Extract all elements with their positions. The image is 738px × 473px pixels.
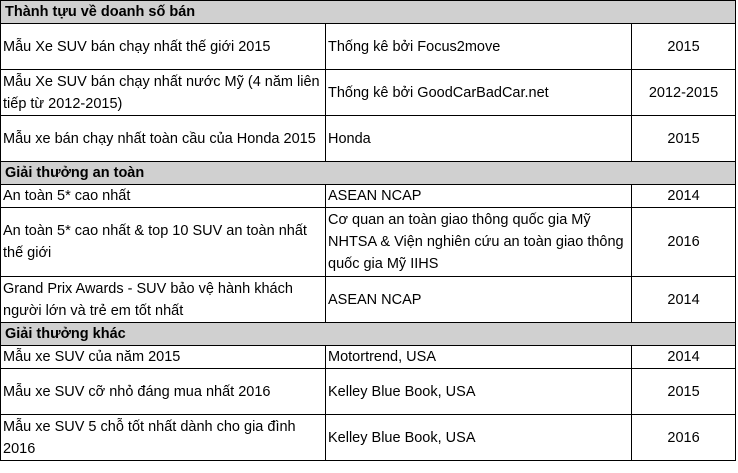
year-cell: 2015 (632, 24, 736, 70)
award-cell: Mẫu xe SUV của năm 2015 (1, 346, 326, 369)
table-row (1, 415, 736, 461)
source-cell: Kelley Blue Book, USA (326, 415, 632, 461)
section-title: Giải thưởng khác (1, 323, 736, 346)
year-cell: 2016 (632, 415, 736, 461)
year-cell: 2015 (632, 369, 736, 415)
section-header-sales (1, 1, 736, 24)
section-title: Giải thưởng an toàn (1, 162, 736, 185)
award-cell: Grand Prix Awards - SUV bảo vệ hành khách người lớn và trẻ em tốt nhất (1, 277, 326, 323)
award-cell: An toàn 5* cao nhất (1, 185, 326, 208)
source-cell: Thống kê bởi Focus2move (326, 24, 632, 70)
source-cell: Cơ quan an toàn giao thông quốc gia Mỹ NHTSA & Viện nghiên cứu an toàn giao thông quốc gia Mỹ IIHS (326, 208, 632, 277)
award-cell: An toàn 5* cao nhất & top 10 SUV an toàn nhất thế giới (1, 208, 326, 277)
table-row (1, 277, 736, 323)
table-row (1, 369, 736, 415)
source-cell: ASEAN NCAP (326, 185, 632, 208)
table-row (1, 24, 736, 70)
source-cell: Motortrend, USA (326, 346, 632, 369)
source-cell: Honda (326, 116, 632, 162)
award-cell: Mẫu xe SUV 5 chỗ tốt nhất dành cho gia đình 2016 (1, 415, 326, 461)
section-header-safety (1, 162, 736, 185)
award-cell: Mẫu xe bán chạy nhất toàn cầu của Honda 2015 (1, 116, 326, 162)
source-cell: ASEAN NCAP (326, 277, 632, 323)
year-cell: 2015 (632, 116, 736, 162)
year-cell: 2016 (632, 208, 736, 277)
year-cell: 2014 (632, 346, 736, 369)
table-row (1, 346, 736, 369)
source-cell: Kelley Blue Book, USA (326, 369, 632, 415)
year-cell: 2012-2015 (632, 70, 736, 116)
table-row (1, 70, 736, 116)
table-row (1, 185, 736, 208)
year-cell: 2014 (632, 277, 736, 323)
section-title: Thành tựu về doanh số bán (1, 1, 736, 24)
section-header-other (1, 323, 736, 346)
year-cell: 2014 (632, 185, 736, 208)
table-row (1, 208, 736, 277)
award-cell: Mẫu xe SUV cỡ nhỏ đáng mua nhất 2016 (1, 369, 326, 415)
award-cell: Mẫu Xe SUV bán chạy nhất nước Mỹ (4 năm liên tiếp từ 2012-2015) (1, 70, 326, 116)
award-cell: Mẫu Xe SUV bán chạy nhất thế giới 2015 (1, 24, 326, 70)
source-cell: Thống kê bởi GoodCarBadCar.net (326, 70, 632, 116)
table-row (1, 116, 736, 162)
